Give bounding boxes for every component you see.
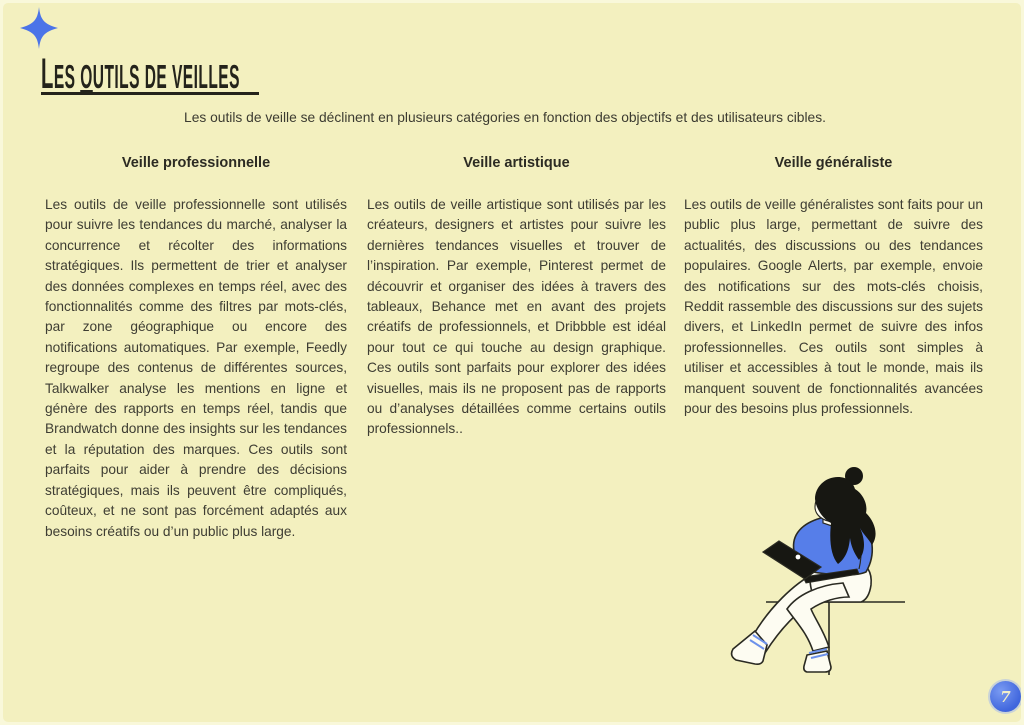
column-heading: Veille professionnelle bbox=[121, 155, 271, 171]
title-initial: L bbox=[41, 50, 54, 98]
column-body: Les outils de veille généralistes sont faits pour un public plus large, permettant de suivre des actualités, des discussions ou des tendances populaires. Google Alerts, par exemple, envoie des notifications sur des mots-clés choisis, Reddit rassemble des discussions sur des sujets divers, et LinkedIn permet de suivre des infos professionnelles. Ces outils sont simples à utiliser et accessibles à tout le monde, mais ils manquent souvent de fonctionnalités avancées pour des besoins plus professionnels. bbox=[684, 197, 983, 417]
column-body: Les outils de veille artistique sont utilisés par les créateurs, designers et artistes pour suivre les dernières tendances visuelles et trouver de l’inspiration. Par exemple, Pinterest permet de découvrir et organiser des idées à travers des tableaux, Behance met en avant des projets créatifs de professionnels, et Dribbble est idéal pour tout ce qui touche au design graphique. Ces outils sont parfaits pour explorer des idées visuelles, mais ils ne proposent pas de rapports ou d’analyses détaillées comme certains outils professionnels.. bbox=[367, 197, 666, 437]
column-body: Les outils de veille professionnelle sont utilisés pour suivre les tendances du marché, analyser la concurrence et récolter des informations stratégiques. Ils permettent de trier et analyser des données complexes en temps réel, avec des fonctionnalités comme des filtres par mots-clés, par zone géographique ou encore des notifications automatiques. Par exemple, Feedly regroupe des contenus de différentes sources, Talkwalker analyse les mentions en ligne et génère des rapports en temps réel, tandis que Brandwatch donne des insights sur les tendances et la réputation des marques. Ces outils sont parfaits pour aider à prendre des décisions stratégiques, mais ils peuvent être compliqués, coûteux, et ne sont pas forcément adaptés aux besoins créatifs ou d’un public plus large. bbox=[45, 197, 347, 539]
page-number-badge bbox=[990, 681, 1021, 712]
subtitle: Les outils de veille se déclinent en plusieurs catégories en fonction des objectifs et des utilisateurs cibles. bbox=[184, 110, 826, 125]
title-part-a: ES bbox=[53, 58, 81, 95]
sparkle-icon bbox=[16, 7, 62, 49]
column-veille-artistique bbox=[367, 155, 666, 440]
title-part-o: O bbox=[80, 58, 93, 95]
column-veille-generaliste bbox=[684, 155, 983, 419]
column-heading: Veille artistique bbox=[463, 155, 570, 171]
person-laptop-illustration bbox=[703, 461, 953, 683]
page-title bbox=[41, 50, 259, 98]
column-veille-professionnelle bbox=[45, 155, 347, 542]
page-number: 7 bbox=[1000, 687, 1011, 706]
column-heading: Veille généraliste bbox=[774, 155, 893, 171]
page-title-text bbox=[41, 50, 240, 98]
title-part-b: UTILS DE VEILLES bbox=[92, 58, 240, 95]
